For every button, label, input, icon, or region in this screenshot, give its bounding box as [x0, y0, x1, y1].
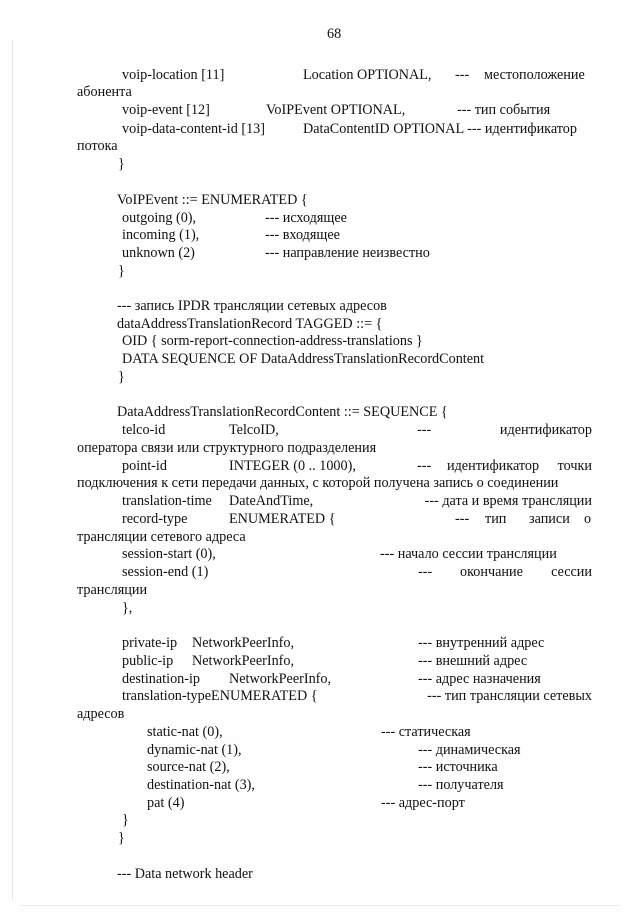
code-enum-item: outgoing (0),: [122, 210, 197, 226]
code-field-name: record-type: [122, 511, 188, 527]
code-comment: --- дата и время трансляции: [424, 493, 592, 509]
code-field-name: telco-id: [122, 422, 166, 438]
code-comment: --- внутренний адрес: [418, 635, 545, 651]
code-comment-dash: ---: [417, 422, 432, 438]
code-comment-dash: ---: [455, 67, 470, 83]
code-comment: записи: [529, 511, 570, 527]
code-field-type: VoIPEvent OPTIONAL,: [266, 102, 406, 118]
code-definition: VoIPEvent ::= ENUMERATED {: [117, 192, 308, 208]
code-enum-item: pat (4): [147, 795, 185, 811]
code-comment: --- тип события: [457, 102, 551, 118]
code-field-name: destination-ip: [122, 671, 201, 687]
code-comment: --- запись IPDR трансляции сетевых адресов: [117, 298, 387, 314]
code-comment-dash: ---: [418, 564, 433, 580]
code-field-type: TelcoID,: [229, 422, 279, 438]
code-enum-item: session-start (0),: [122, 546, 216, 562]
code-field-name: voip-event [12]: [122, 102, 210, 118]
code-comment-wrap: подключения к сети передачи данных, с которой получена запись о соединении: [77, 475, 559, 491]
code-brace: },: [122, 600, 133, 616]
code-comment: --- адрес-порт: [381, 795, 465, 811]
code-comment: точки: [557, 458, 592, 474]
code-comment-wrap: трансляции сетевого адреса: [77, 529, 246, 545]
code-comment: --- тип трансляции сетевых: [427, 688, 592, 704]
code-field-name: translation-time: [122, 493, 212, 509]
code-field-name: translation-typeENUMERATED {: [122, 688, 318, 704]
page-number: 68: [327, 26, 342, 42]
code-field-type: ENUMERATED {: [229, 511, 336, 527]
code-brace: }: [118, 369, 125, 385]
code-comment-dash: ---: [417, 458, 432, 474]
code-field-type: NetworkPeerInfo,: [192, 635, 295, 651]
code-field-type: NetworkPeerInfo,: [229, 671, 332, 687]
code-line: OID { sorm-report-connection-address-translations }: [122, 333, 423, 349]
code-brace: }: [118, 263, 125, 279]
code-brace: }: [118, 830, 125, 846]
code-field-type: NetworkPeerInfo,: [192, 653, 295, 669]
code-comment: --- источника: [418, 759, 498, 775]
code-enum-item: unknown (2): [122, 245, 195, 261]
code-comment-wrap: потока: [77, 138, 118, 154]
code-comment-wrap: трансляции: [77, 582, 148, 598]
code-comment: --- направление неизвестно: [265, 245, 430, 261]
code-comment: идентификатор: [447, 458, 540, 474]
code-field-name: voip-data-content-id [13]: [122, 121, 266, 137]
code-comment-wrap: адресов: [77, 706, 125, 722]
code-comment: --- Data network header: [117, 866, 253, 882]
code-brace: }: [122, 812, 129, 828]
code-comment: --- получателя: [418, 777, 504, 793]
code-comment: --- исходящее: [265, 210, 347, 226]
code-enum-item: static-nat (0),: [147, 724, 223, 740]
code-comment: идентификатор: [499, 422, 592, 438]
code-comment: --- внешний адрес: [418, 653, 528, 669]
code-field-name: point-id: [122, 458, 167, 474]
code-brace: }: [118, 156, 125, 172]
code-line: DATA SEQUENCE OF DataAddressTranslationRecordContent: [122, 351, 485, 367]
code-comment: тип: [485, 511, 507, 527]
code-field-type: DataContentID OPTIONAL --- идентификатор: [303, 121, 577, 137]
code-field-name: private-ip: [122, 635, 178, 651]
code-comment-dash: ---: [455, 511, 470, 527]
code-field-name: voip-location [11]: [122, 67, 225, 83]
code-comment: сессии: [551, 564, 592, 580]
code-comment: --- динамическая: [418, 742, 521, 758]
code-field-type: INTEGER (0 .. 1000),: [229, 458, 356, 474]
scan-edge-left: [12, 40, 13, 900]
code-definition: DataAddressTranslationRecordContent ::= SEQUENCE {: [117, 404, 448, 420]
code-field-name: public-ip: [122, 653, 174, 669]
code-comment-wrap: оператора связи или структурного подразделения: [77, 440, 377, 456]
code-enum-item: source-nat (2),: [147, 759, 230, 775]
code-enum-item: session-end (1): [122, 564, 209, 580]
code-comment-wrap: абонента: [77, 84, 132, 100]
code-enum-item: incoming (1),: [122, 227, 200, 243]
code-comment: окончание: [460, 564, 523, 580]
code-comment: --- статическая: [381, 724, 471, 740]
code-definition: dataAddressTranslationRecord TAGGED ::= {: [117, 316, 383, 332]
code-enum-item: dynamic-nat (1),: [147, 742, 242, 758]
code-comment: --- начало сессии трансляции: [380, 546, 557, 562]
code-comment: --- входящее: [265, 227, 340, 243]
code-comment: --- адрес назначения: [418, 671, 541, 687]
code-field-type: DateAndTime,: [229, 493, 314, 509]
code-comment: о: [584, 511, 592, 527]
code-field-type: Location OPTIONAL,: [303, 67, 432, 83]
code-comment: местоположение: [484, 67, 585, 83]
code-enum-item: destination-nat (3),: [147, 777, 255, 793]
scan-edge-bottom: [20, 905, 620, 906]
